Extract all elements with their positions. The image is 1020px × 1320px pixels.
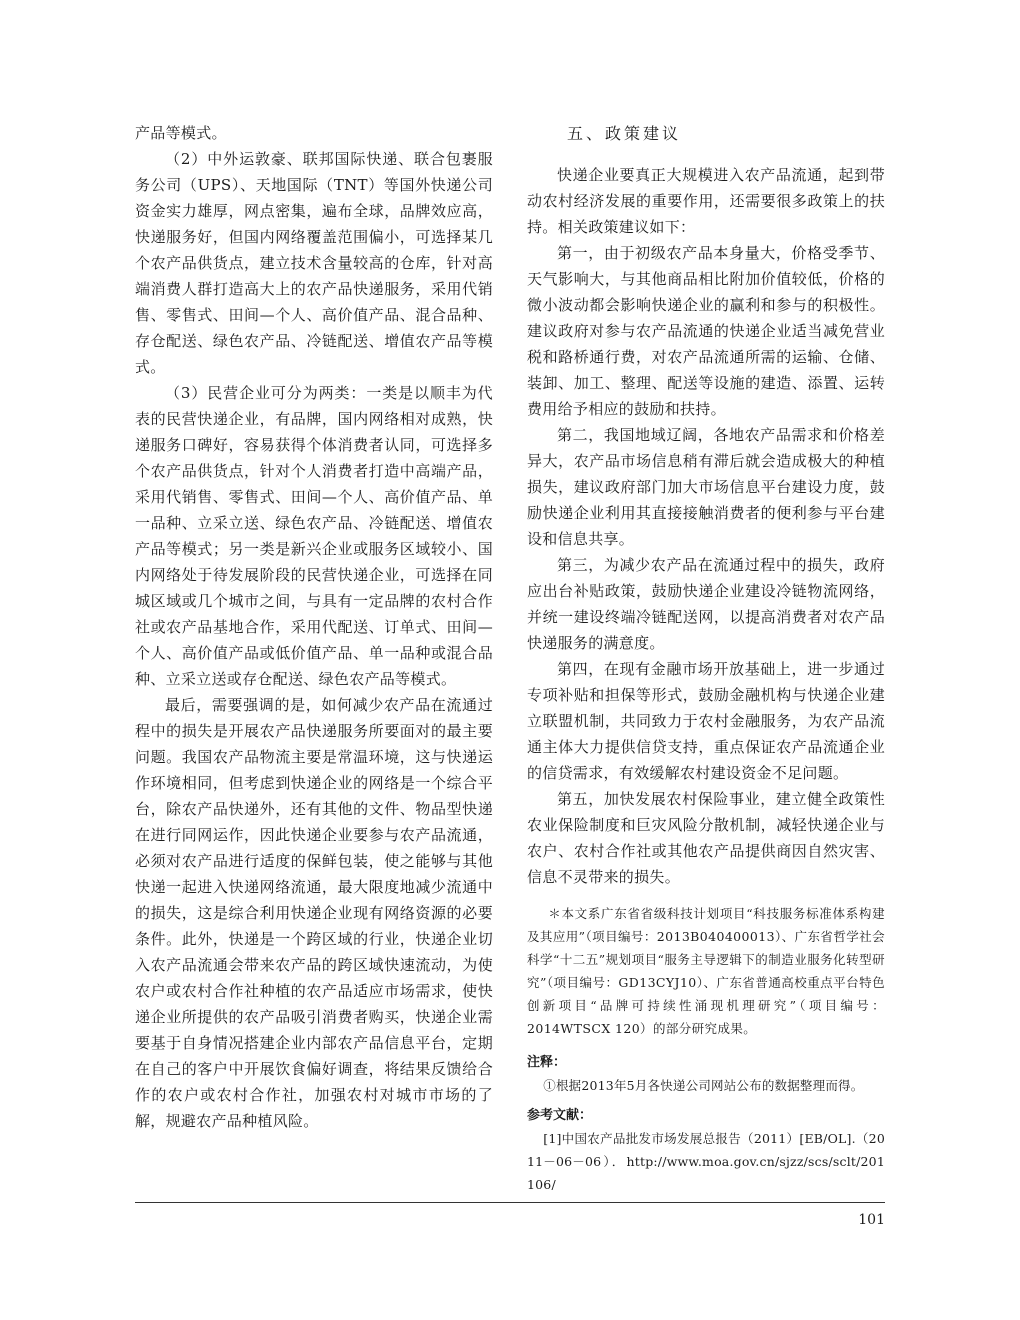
left-column [135,120,493,1134]
body-paragraph: 第三，为减少农产品在流通过程中的损失，政府应出台补贴政策，鼓励快递企业建设冷链物流网络，并统一建设终端冷链配送网，以提高消费者对农产品快递服务的满意度。 [527,556,885,652]
body-paragraph: （3）民营企业可分为两类：一类是以顺丰为代表的民营快递企业，有品牌，国内网络相对成熟，快递服务口碑好，容易获得个体消费者认同，可选择多个农产品供货点，针对个人消费者打造中高端产品，采用代销售、零售式、田间—个人、高价值产品、单一品种、立采立送、绿色农产品、冷链配送、增值农产品等模式；另一类是新兴企业或服务区域较小、国内网络处于待发展阶段的民营快递企业，可选择在同城区域或几个城市之间，与具有一定品牌的农村合作社或农产品基地合作，采用代配送、订单式、田间—个人、高价值产品或低价值产品、单一品种或混合品种、立采立送或存仓配送、绿色农产品等模式。 [135,384,493,688]
body-paragraph: 最后，需要强调的是，如何减少农产品在流通过程中的损失是开展农产品快递服务所要面对的最主要问题。我国农产品物流主要是常温环境，这与快递运作环境相同，但考虑到快递企业的网络是一个综合平台，除农产品快递外，还有其他的文件、物品型快递在进行同网运作，因此快递企业要参与农产品流通，必须对农产品进行适度的保鲜包装，使之能够与其他快递一起进入快递网络流通，最大限度地减少流通中的损失，这是综合利用快递企业现有网络资源的必要条件。此外，快递是一个跨区域的行业，快递企业切入农产品流通会带来农产品的跨区域快速流动，为使农户或农村合作社种植的农产品适应市场需求，使快递企业所提供的农产品吸引消费者购买，快递企业需要基于自身情况搭建企业内部农产品信息平台，定期在自己的客户中开展饮食偏好调查，将结果反馈给合作的农户或农村合作社，加强农村对城市市场的了解，规避农产品种植风险。 [135,696,493,1130]
section-heading: 五、政策建议 [567,124,682,143]
footer-divider [135,1202,885,1203]
body-paragraph: 第二，我国地域辽阔，各地农产品需求和价格差异大，农产品市场信息稍有滞后就会造成极大的种植损失，建议政府部门加大市场信息平台建设力度，鼓励快递企业利用其直接接触消费者的便利参与平台建设和信息共享。 [527,426,885,548]
body-paragraph: 产品等模式。 [135,124,227,142]
funding-note-text: ＊本文系广东省省级科技计划项目“科技服务标准体系构建及其应用”（项目编号：2013B040400013）、广东省哲学社会科学“十二五”规划项目“服务主导逻辑下的制造业服务化转型研究”（项目编号：GD13CYJ10）、广东省普通高校重点平台特色创新项目“品牌可持续性涌现机理研究”（项目编号：2014WTSCX 120）的部分研究成果。 [527,906,885,1036]
body-paragraph: 第五，加快发展农村保险事业，建立健全政策性农业保险制度和巨灾风险分散机制，减轻快递企业与农户、农村合作社或其他农产品提供商因自然灾害、信息不灵带来的损失。 [527,790,885,886]
body-paragraph: 第四，在现有金融市场开放基础上，进一步通过专项补贴和担保等形式，鼓励金融机构与快递企业建立联盟机制，共同致力于农村金融服务，为农产品流通主体大力提供信贷支持，重点保证农产品流通企业的信贷需求，有效缓解农村建设资金不足问题。 [527,660,885,782]
references-heading: 参考文献： [527,1108,593,1123]
body-paragraph: 快递企业要真正大规模进入农产品流通，起到带动农村经济发展的重要作用，还需要很多政策上的扶持。相关政策建议如下： [527,166,885,236]
notes-heading: 注释： [527,1055,567,1070]
page-number: 101 [858,1212,885,1228]
body-paragraph: 第一，由于初级农产品本身量大，价格受季节、天气影响大，与其他商品相比附加价值较低，价格的微小波动都会影响快递企业的赢利和参与的积极性。建议政府对参与农产品流通的快递企业适当减免营业税和路桥通行费，对农产品流通所需的运输、仓储、装卸、加工、整理、配送等设施的建造、添置、运转费用给予相应的鼓励和扶持。 [527,244,885,418]
note-item: ①根据2013年5月各快递公司网站公布的数据整理而得。 [543,1078,864,1093]
reference-item: [1]中国农产品批发市场发展总报告（2011）[EB/OL].（2011－06－06）．http://www.moa.gov.cn/sjzz/scs/sclt/201106/ [527,1131,885,1192]
right-column [527,120,885,1196]
body-paragraph: （2）中外运敦豪、联邦国际快递、联合包裹服务公司（UPS）、天地国际（TNT）等国外快递公司资金实力雄厚，网点密集，遍布全球，品牌效应高，快递服务好，但国内网络覆盖范围偏小，可选择某几个农产品供货点，建立技术含量较高的仓库，针对高端消费人群打造高大上的农产品快递服务，采用代销售、零售式、田间—个人、高价值产品、混合品种、存仓配送、绿色农产品、冷链配送、增值农产品等模式。 [135,150,493,376]
funding-note [527,902,885,1040]
